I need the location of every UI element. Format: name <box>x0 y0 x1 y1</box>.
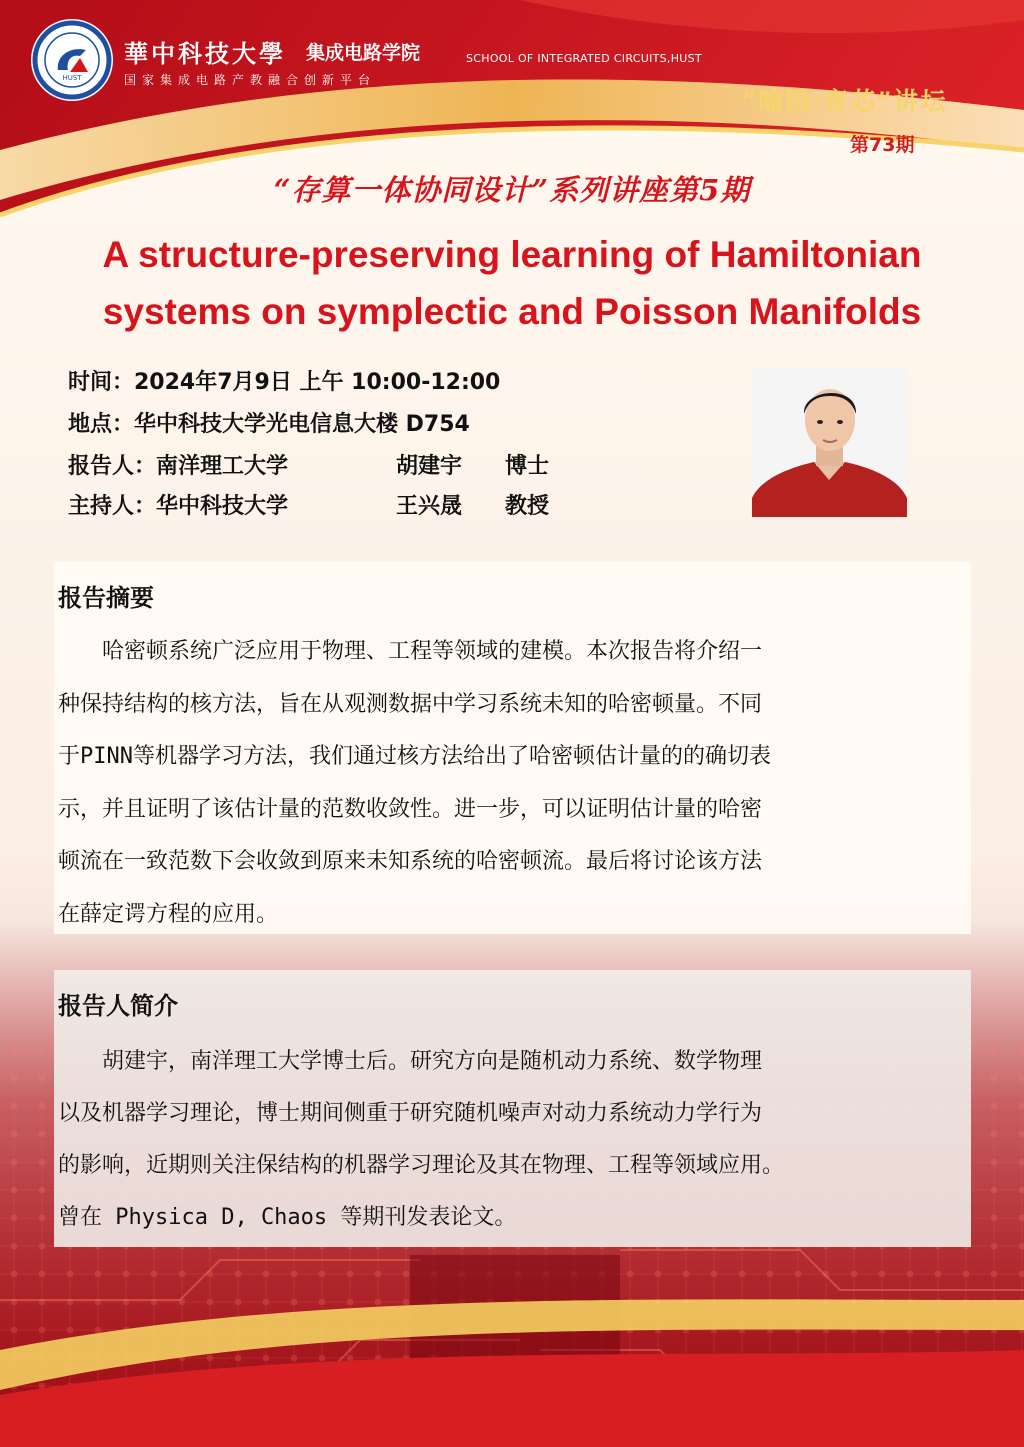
abstract-panel <box>54 562 971 934</box>
abstract-body <box>58 626 970 942</box>
abstract-line: 在薛定谔方程的应用。 <box>58 901 279 927</box>
lecture-title: A structure-preserving learning of Hamiltonian systems on symplectic and Poisson Manifolds <box>102 234 922 332</box>
abstract-heading: 报告摘要 <box>58 584 154 612</box>
bio-heading: 报告人简介 <box>58 992 178 1020</box>
abstract-line: 于PINN等机器学习方法，我们通过核方法给出了哈密顿估计量的的确切表 <box>58 744 771 770</box>
host-row <box>68 492 550 522</box>
school-seal-icon <box>30 18 114 102</box>
bio-body <box>58 1036 970 1244</box>
speaker-name: 胡建宇 <box>396 454 463 479</box>
series-title: “存算一体协同设计”系列讲座第5期 <box>273 173 751 207</box>
event-time: 时间：2024年7月9日 上午 10:00-12:00 <box>68 370 501 395</box>
bio-line: 的影响，近期则关注保结构的机器学习理论及其在物理、工程等领域应用。 <box>58 1153 785 1178</box>
speaker-row <box>68 452 550 482</box>
event-location: 地点：华中科技大学光电信息大楼 D754 <box>68 412 470 437</box>
bio-panel <box>54 970 971 1247</box>
abstract-line: 顿流在一致范数下会收敛到原来未知系统的哈密顿流。最后将讨论该方法 <box>58 849 763 875</box>
university-name: 華中科技大學 <box>124 39 286 68</box>
platform-name: 国家集成电路产教融合创新平台 <box>124 73 377 87</box>
forum-name: “喻园·育芯”讲坛 <box>742 87 948 116</box>
school-name: 集成电路学院 <box>306 42 421 64</box>
abstract-line: 示，并且证明了该估计量的范数收敛性。进一步，可以证明估计量的哈密 <box>58 796 763 822</box>
host-label: 主持人：华中科技大学 <box>68 494 289 519</box>
speaker-title: 博士 <box>505 454 550 479</box>
speaker-portrait <box>752 368 907 517</box>
host-title: 教授 <box>505 494 550 519</box>
svg-text:HUST: HUST <box>62 74 82 82</box>
host-name: 王兴晟 <box>396 494 463 519</box>
speaker-label: 报告人：南洋理工大学 <box>68 454 289 479</box>
school-name-en: SCHOOL OF INTEGRATED CIRCUITS,HUST <box>466 52 702 65</box>
issue-number: 第73期 <box>850 134 915 156</box>
bio-line: 以及机器学习理论，博士期间侧重于研究随机噪声对动力系统动力学行为 <box>58 1101 763 1126</box>
bio-line: 胡建宇，南洋理工大学博士后。研究方向是随机动力系统、数学物理 <box>58 1049 763 1074</box>
abstract-line: 种保持结构的核方法，旨在从观测数据中学习系统未知的哈密顿量。不同 <box>58 691 763 717</box>
abstract-line: 哈密顿系统广泛应用于物理、工程等领域的建模。本次报告将介绍一 <box>58 639 763 664</box>
bio-line: 曾在 Physica D, Chaos 等期刊发表论文。 <box>58 1205 517 1230</box>
speaker-photo <box>752 368 907 517</box>
